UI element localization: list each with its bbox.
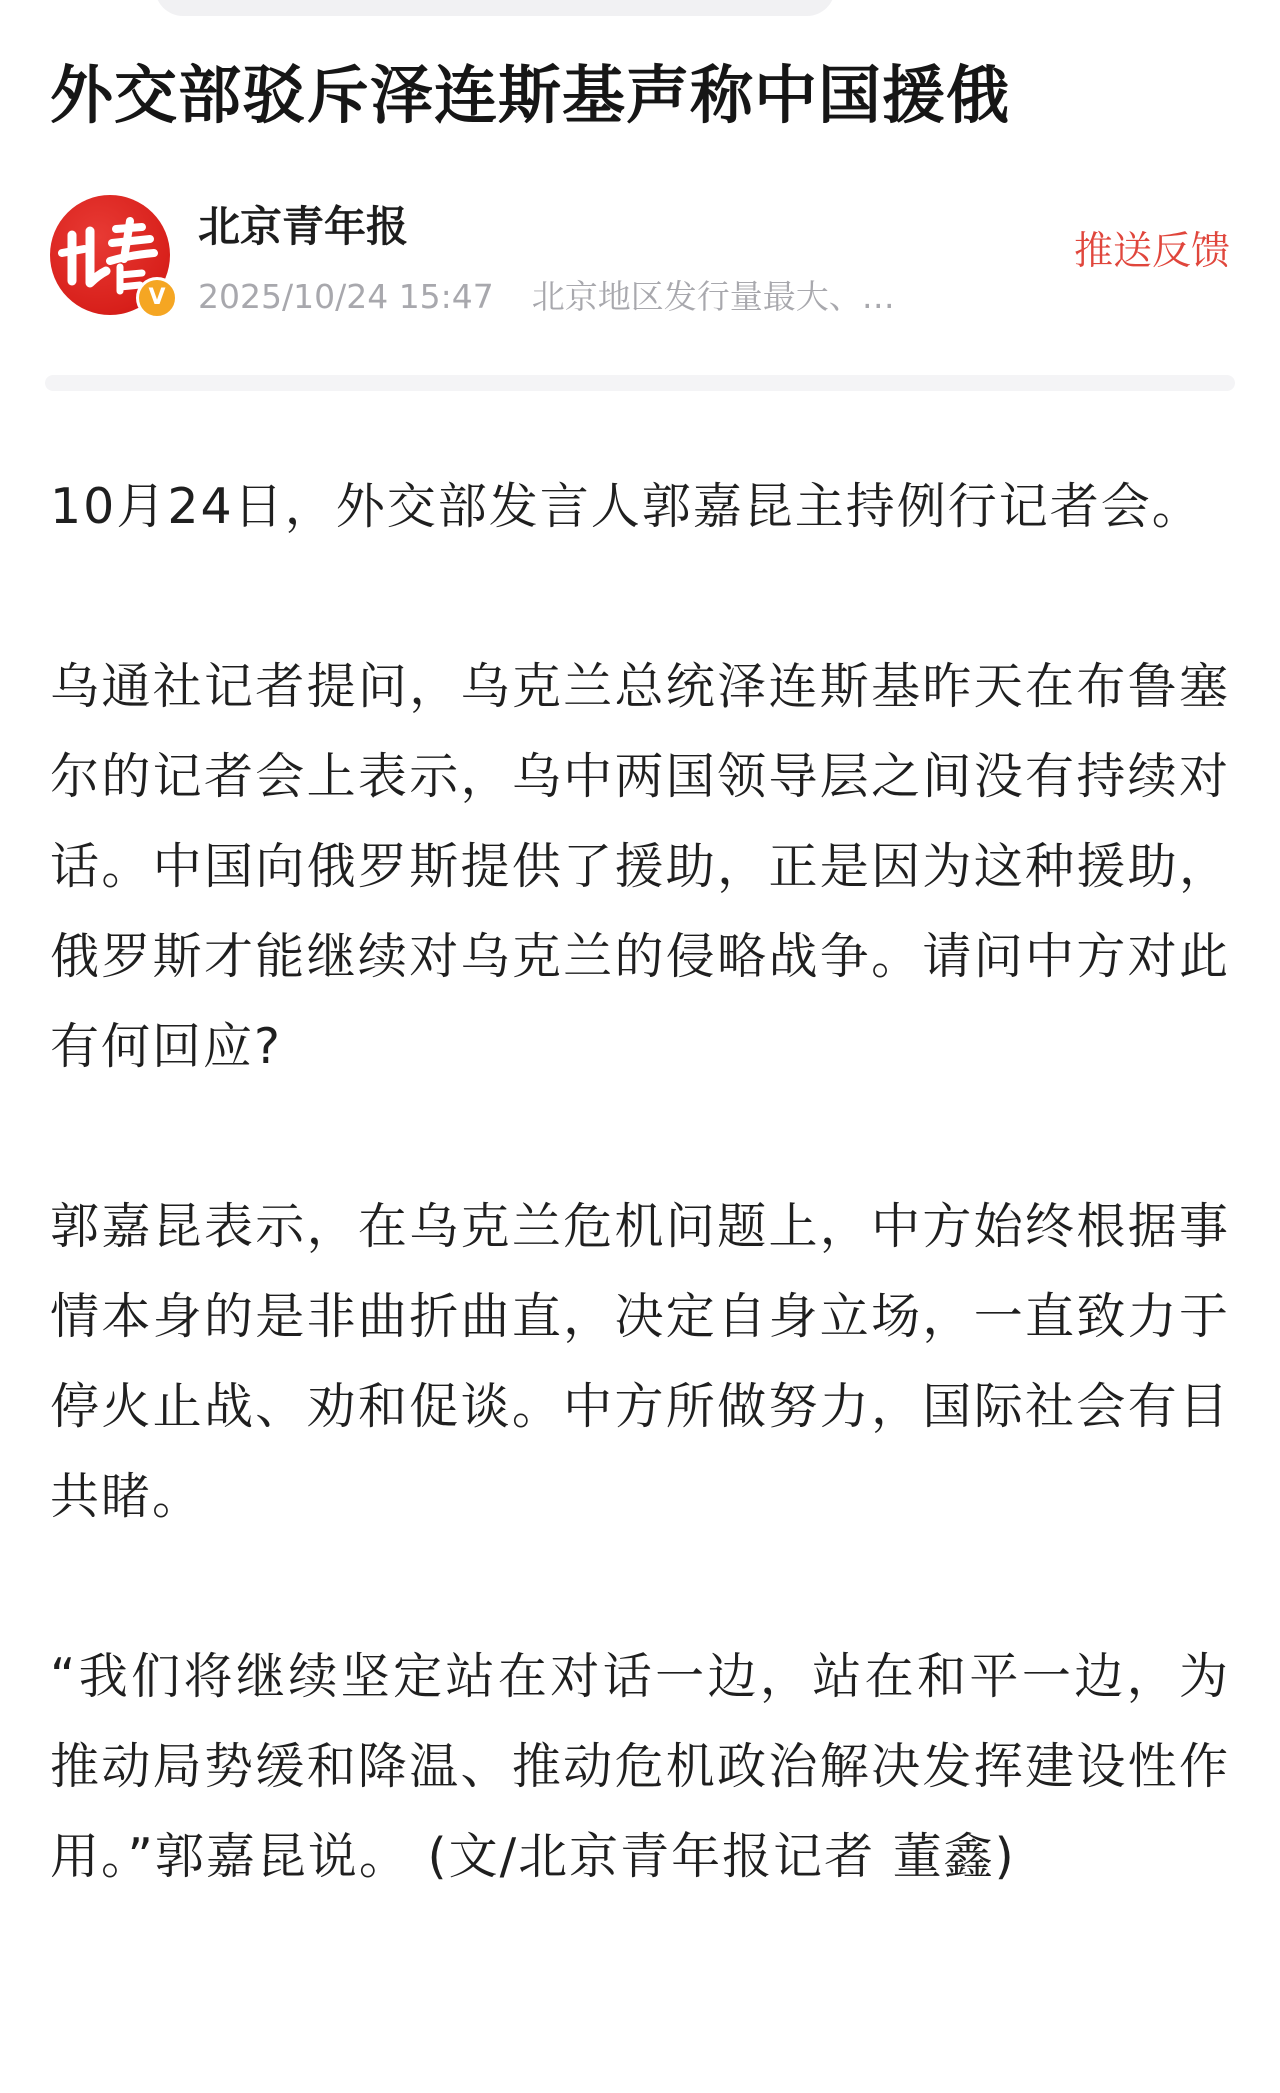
top-search-pill[interactable] (155, 0, 835, 16)
header-divider (45, 375, 1235, 391)
verified-badge-icon: V (136, 277, 178, 319)
article-body (50, 462, 1230, 1992)
article-paragraph: “我们将继续坚定站在对话一边，站在和平一边，为推动局势缓和降温、推动危机政治解决发挥建设性作用。”郭嘉昆说。 (文/北京青年报记者 董鑫) (50, 1648, 1230, 1885)
author-description: 北京地区发行量最大、… (531, 277, 895, 316)
article-paragraph: 郭嘉昆表示，在乌克兰危机问题上，中方始终根据事情本身的是非曲折曲直，决定自身立场，一直致力于停火止战、劝和促谈。中方所做努力，国际社会有目共睹。 (50, 1198, 1230, 1525)
push-feedback-button[interactable]: 推送反馈 (1073, 229, 1230, 274)
article-paragraph: 10月24日，外交部发言人郭嘉昆主持例行记者会。 (50, 478, 1203, 535)
author-name[interactable]: 北京青年报 (198, 202, 409, 251)
author-meta (198, 275, 895, 319)
article-title: 外交部驳斥泽连斯基声称中国援俄 (50, 59, 1010, 132)
publish-datetime: 2025/10/24 15:47 (198, 277, 494, 316)
author-avatar[interactable] (50, 195, 170, 315)
author-row (50, 195, 1230, 325)
article-paragraph: 乌通社记者提问，乌克兰总统泽连斯基昨天在布鲁塞尔的记者会上表示，乌中两国领导层之间没有持续对话。中国向俄罗斯提供了援助，正是因为这种援助，俄罗斯才能继续对乌克兰的侵略战争。请问中方对此有何回应? (50, 658, 1230, 1075)
